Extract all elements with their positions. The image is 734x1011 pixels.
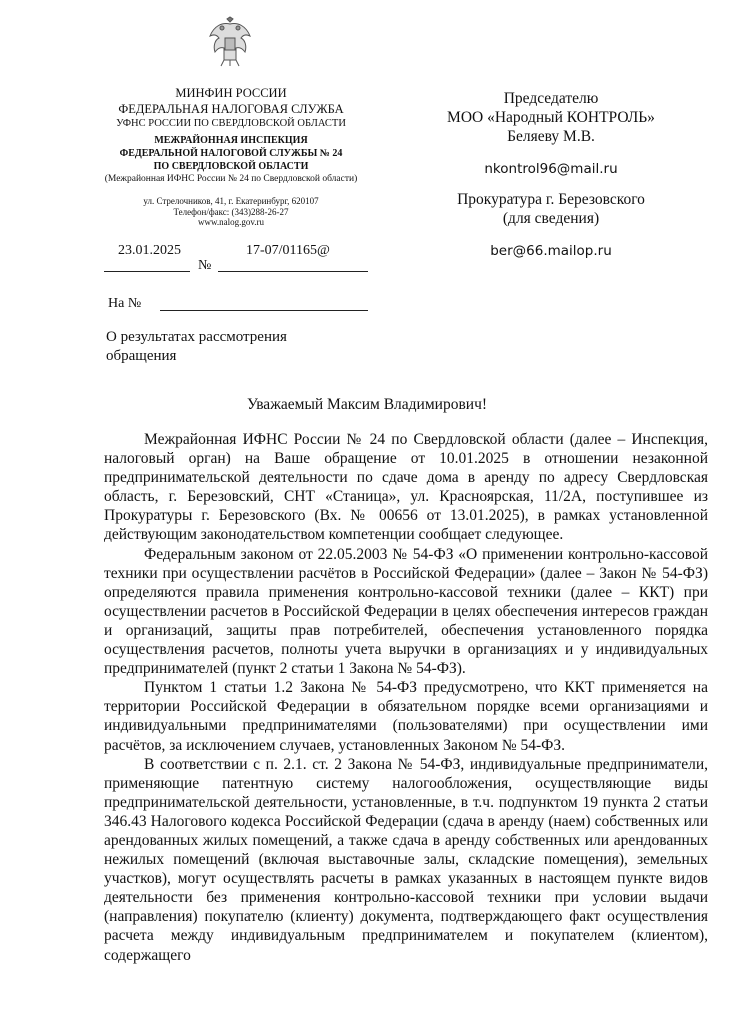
service-name: ФЕДЕРАЛЬНАЯ НАЛОГОВАЯ СЛУЖБА	[118, 101, 344, 116]
sender-organization-block	[104, 86, 358, 227]
inspection-short-name: (Межрайонная ИФНС России № 24 по Свердловской области)	[104, 174, 358, 185]
paragraph: В соответствии с п. 2.1. ст. 2 Закона № 54-ФЗ, индивидуальные предприниматели, применяющие патентную систему налогообложения, осуществляющие виды предпринимательской деятельности, установленные, в т.ч. подпунктом 19 пункта 2 статьи 346.43 Налогового кодекса Российской Федерации (сдача в аренду (наем) собственных или арендованных жилых помещений, а также сдача в аренду собственных или арендованных нежилых помещений (включая выставочные залы, складские помещения), земельных участков), могут осуществлять расчеты в рамках указанных в настоящем пункте видов деятельности без применения контрольно-кассовой техники при условии выдачи (направления) покупателю (клиенту) документа, подтверждающего факт осуществления расчета между индивидуальным предпринимателем и покупателем (клиентом), содержащего	[104, 755, 708, 964]
letter-date: 23.01.2025	[118, 243, 181, 258]
reply-to-label: На №	[108, 296, 142, 311]
recipients-block	[426, 90, 676, 259]
russian-coat-of-arms-icon	[206, 16, 254, 68]
inspection-name-line3: ПО СВЕРДЛОВСКОЙ ОБЛАСТИ	[153, 161, 309, 173]
inspection-name-line1: МЕЖРАЙОННАЯ ИНСПЕКЦИЯ	[154, 135, 308, 147]
number-sign: №	[198, 258, 212, 273]
recipient-name: Беляеву М.В.	[507, 127, 595, 145]
copy-recipient-email: ber@66.mailop.ru	[490, 243, 612, 259]
ministry-name: МИНФИН РОССИИ	[175, 86, 287, 100]
number-underline	[218, 271, 368, 272]
sender-website: www.nalog.gov.ru	[197, 216, 265, 227]
paragraph: Пунктом 1 статьи 1.2 Закона № 54-ФЗ предусмотрено, что ККТ применяется на территории Российской Федерации в обязательном порядке всеми организациями и индивидуальными предпринимателями (пользователями) при осуществлении ими расчётов, за исключением случаев, установленных Законом № 54-ФЗ.	[104, 679, 708, 754]
greeting: Уважаемый Максим Владимирович!	[246, 396, 488, 413]
inspection-name-line2: ФЕДЕРАЛЬНОЙ НАЛОГОВОЙ СЛУЖБЫ № 24	[119, 148, 343, 160]
date-underline	[104, 271, 190, 272]
sender-phone: Телефон/факс: (343)288-26-27	[173, 206, 289, 217]
sender-address: ул. Стрелочников, 41, г. Екатеринбург, 620107	[143, 196, 319, 207]
reply-to-underline	[160, 310, 368, 311]
regional-office-name: УФНС РОССИИ ПО СВЕРДЛОВСКОЙ ОБЛАСТИ	[116, 118, 346, 130]
paragraph: Межрайонная ИФНС России № 24 по Свердловской области (далее – Инспекция, налоговый орган) на Ваше обращение от 10.01.2025 в отношении незаконной предпринимательской деятельности по сдаче дома в аренду по адресу Свердловская область, г. Березовский, СНТ «Станица», ул. Красноярская, 11/2А, поступившее из Прокуратуры г. Березовского (Вх. № 00656 от 13.01.2025), в рамках установленной действующим законодательством компетенции сообщает следующее.	[104, 431, 708, 544]
copy-recipient: Прокуратура г. Березовского	[457, 191, 645, 209]
letter-number: 17-07/01165@	[246, 243, 330, 258]
paragraph: Федеральным законом от 22.05.2003 № 54-ФЗ «О применении контрольно-кассовой техники при осуществлении расчётов в Российской Федерации» (далее – Закон № 54-ФЗ) определяются правила применения контрольно-кассовой техники (далее – ККТ) при осуществлении расчетов в Российской Федерации в целях обеспечения интересов граждан и организаций, защиты прав потребителей, обеспечения установленного порядка осуществления расчетов, полноты учета выручки в организациях и у индивидуальных предпринимателей (пункт 2 статьи 1 Закона № 54-ФЗ).	[104, 545, 708, 678]
letter-body	[104, 430, 708, 965]
copy-recipient-note: (для сведения)	[502, 210, 600, 228]
letter-subject: О результатах рассмотрения обращения	[106, 329, 287, 364]
recipient-title: Председателю	[503, 90, 599, 107]
recipient-email: nkontrol96@mail.ru	[484, 160, 618, 177]
recipient-organization: МОО «Народный КОНТРОЛЬ»	[447, 108, 655, 126]
